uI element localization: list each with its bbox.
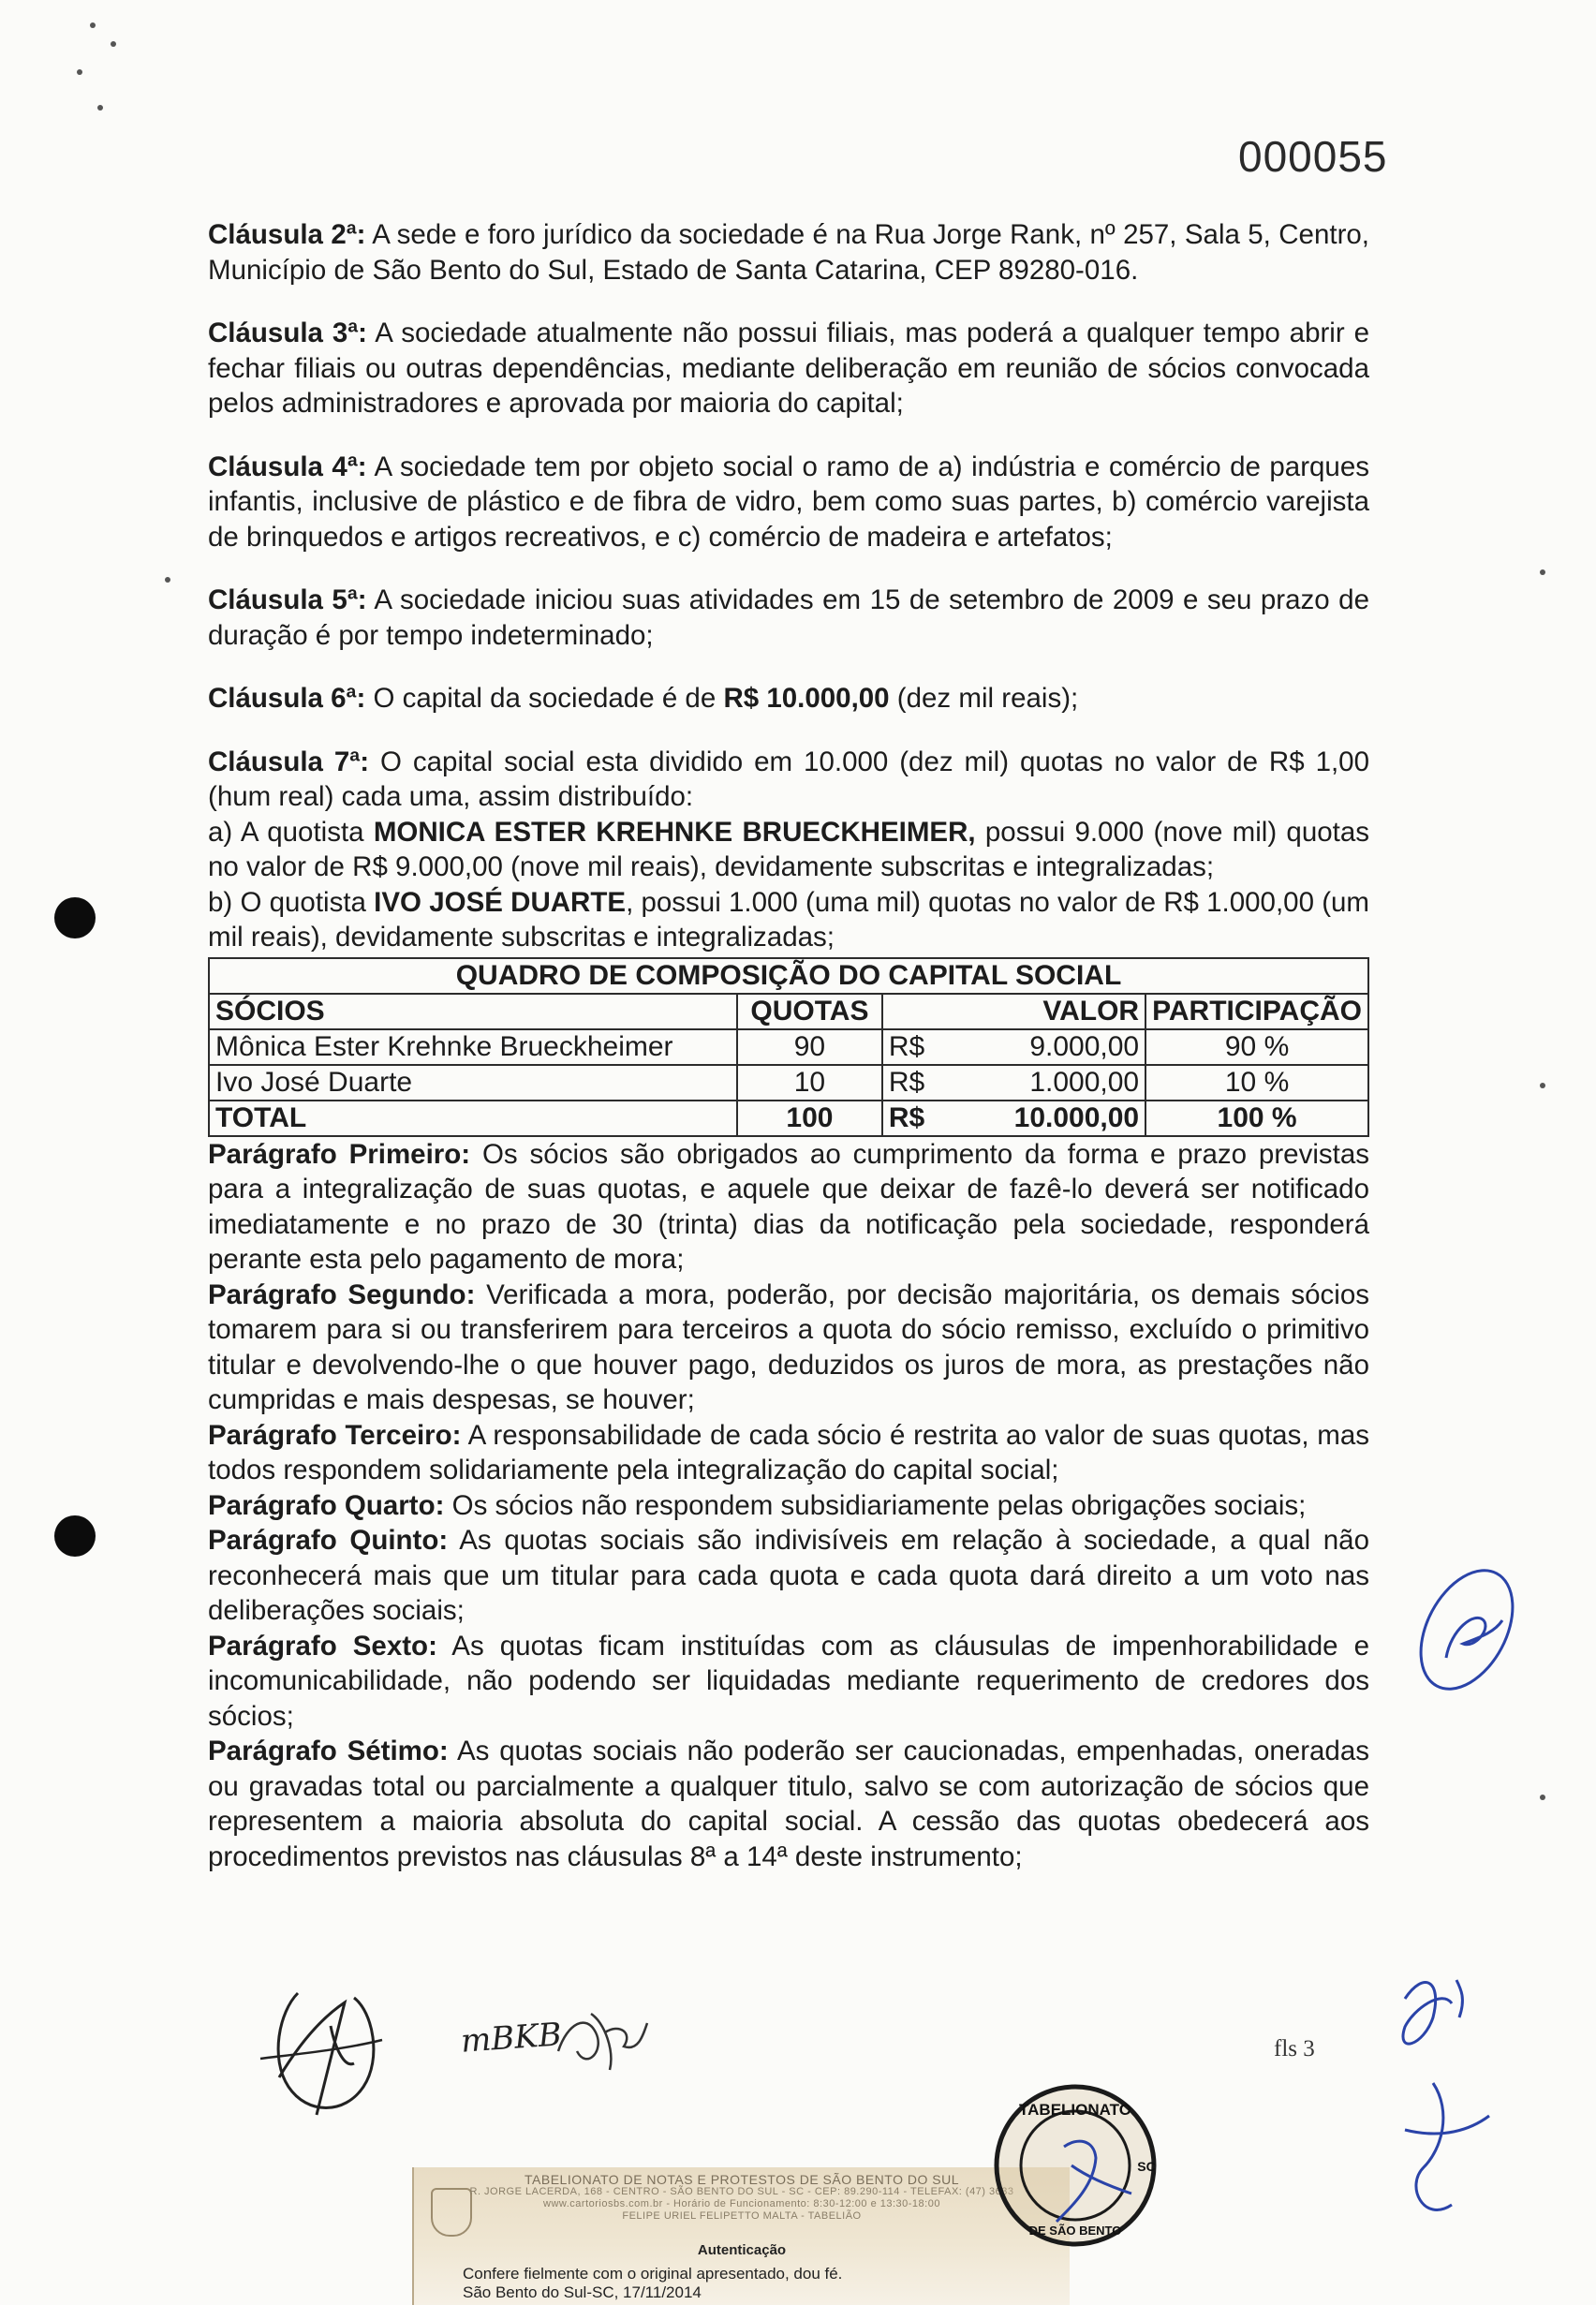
clause-text: A sede e foro jurídico da sociedade é na Rua Jorge Rank, nº 257, Sala 5, Centro, Município de São Bento do Sul, Estado de Santa Catarina, CEP 89280-016. [208, 219, 1369, 286]
quotista-prefix: b) O quotista [208, 886, 375, 918]
cell-currency: R$ [882, 1029, 959, 1065]
clause-label: Cláusula 6ª: [208, 683, 366, 714]
cell-participacao: 10 % [1145, 1065, 1368, 1101]
speck [77, 69, 82, 75]
table-title-row [209, 958, 1368, 994]
cell-valor: 9.000,00 [959, 1029, 1145, 1065]
clause-text: (dez mil reais); [889, 683, 1079, 714]
table-total-row [209, 1101, 1368, 1136]
clause-5 [208, 583, 1369, 653]
contract-body [208, 217, 1369, 1874]
quotista-b [208, 885, 1369, 955]
paragraph-text: Verificada a mora, poderão, por decisão majoritária, os demais sócios tomarem para si ou transferirem para terceiros a quota do sócio remisso, excluído o primitivo titular e devolvendo-lhe o que houver pago, deduzidos os juros de mora, as prestações não cumpridas e mais despesas, se houver; [208, 1278, 1370, 1415]
binder-hole-top [54, 897, 96, 938]
speck [1540, 1083, 1545, 1088]
paragraph-text: As quotas ficam instituídas com as cláusulas de impenhorabilidade e incomunicabilidade, não podendo ser liquidadas mediante requerimento de credores dos sócios; [208, 1630, 1369, 1732]
paragraph-quinto [208, 1523, 1369, 1629]
quotista-text: possui 9.000 (nove mil) quotas no valor de R$ 9.000,00 (nove mil reais), devidamente subscritas e integralizadas; [208, 816, 1370, 882]
paragraph-label: Parágrafo Terceiro: [208, 1419, 462, 1451]
table-header-row [209, 994, 1368, 1029]
clause-2 [208, 217, 1369, 288]
paragraph-segundo [208, 1278, 1369, 1418]
clause-text: O capital social esta dividido em 10.000 (dez mil) quotas no valor de R$ 1,00 (hum real) cada uma, assim distribuído: [208, 746, 1369, 812]
paragraph-text: As quotas sociais não poderão ser caucionadas, empenhadas, oneradas ou gravadas total ou parcialmente a qualquer titulo, salvo se com autorização de sócios que representem a maioria absoluta do capital social. A cessão das quotas obedecerá aos procedimentos previstos nas cláusulas 8ª a 14ª deste instrumento; [208, 1736, 1369, 1872]
authentication-stamp [412, 2167, 1070, 2305]
stamp-office-header [414, 2173, 1070, 2223]
stamp-title: Autenticação [697, 2242, 787, 2258]
blue-rubric-margin [1409, 1555, 1530, 1714]
paragraph-text: A responsabilidade de cada sócio é restrita ao valor de suas quotas, mas todos respondem solidariamente pela integralização do capital social; [208, 1419, 1369, 1485]
table-row [209, 1065, 1368, 1101]
speck [111, 41, 116, 47]
clause-text: A sociedade iniciou suas atividades em 15 de setembro de 2009 e seu prazo de duração é por tempo indeterminado; [208, 584, 1369, 651]
paragraph-terceiro [208, 1418, 1369, 1488]
stamp-place-date: São Bento do Sul-SC, 17/11/2014 [463, 2283, 702, 2301]
paragraph-label: Parágrafo Primeiro: [208, 1138, 471, 1170]
header-quotas: QUOTAS [737, 994, 882, 1029]
capital-amount: R$ 10.000,00 [723, 683, 890, 714]
speck [90, 22, 96, 28]
paragraph-label: Parágrafo Sexto: [208, 1630, 437, 1662]
speck [1540, 569, 1545, 575]
paragraph-setimo [208, 1734, 1369, 1874]
clause-text: A sociedade atualmente não possui filiais, mas poderá a qualquer tempo abrir e fechar filiais ou outras dependências, mediante deliberação em reunião de sócios convocada pelos administradores e aprovada por maioria do capital; [208, 318, 1369, 419]
quotista-name: IVO JOSÉ DUARTE [374, 886, 627, 918]
clause-text: A sociedade tem por objeto social o ramo de a) indústria e comércio de parques infantis, inclusive de plástico e de fibra de vidro, bem como suas partes, b) comércio varejista de brinquedos e artigos recreativos, e c) comércio de madeira e artefatos; [208, 451, 1369, 553]
page-number: 000055 [1238, 132, 1388, 181]
binder-hole-bottom [54, 1515, 96, 1557]
total-label: TOTAL [209, 1101, 737, 1136]
header-valor: VALOR [882, 994, 1145, 1029]
clause-label: Cláusula 3ª: [208, 318, 367, 348]
paragraph-text: Os sócios não respondem subsidiariamente pelas obrigações sociais; [444, 1489, 1307, 1521]
total-participacao: 100 % [1145, 1101, 1368, 1136]
paragraph-label: Parágrafo Sétimo: [208, 1736, 449, 1766]
cell-socio: Ivo José Duarte [209, 1065, 737, 1101]
paragraph-label: Parágrafo Quinto: [208, 1525, 449, 1556]
header-socios: SÓCIOS [209, 994, 737, 1029]
stamp-notary-name: FELIPE URIEL FELIPETTO MALTA - TABELIÃO [622, 2210, 862, 2222]
quotista-a [208, 815, 1369, 885]
paragraph-quarto [208, 1488, 1369, 1524]
total-valor: 10.000,00 [959, 1101, 1145, 1136]
seal-text-top: TABELIONATO [1019, 2101, 1131, 2119]
capital-table [208, 957, 1369, 1137]
paragraph-text: As quotas sociais são indivisíveis em relação à sociedade, a qual não reconhecerá mais que um titular para cada quota e cada quota dará direito a um voto nas deliberações sociais; [208, 1525, 1369, 1626]
clause-label: Cláusula 5ª: [208, 584, 367, 615]
paragraph-sexto [208, 1629, 1369, 1735]
stamp-text: Confere fielmente com o original apresentado, dou fé. [463, 2265, 843, 2283]
cell-valor: 1.000,00 [959, 1065, 1145, 1101]
stamp-office-hours: www.cartoriosbs.com.br - Horário de Funcionamento: 8:30-12:00 e 13:30-18:00 [543, 2198, 940, 2209]
quotista-text: , possui 1.000 (uma mil) quotas no valor de R$ 1.000,00 (um mil reais), devidamente subscritas e integralizadas; [208, 886, 1370, 953]
paragraph-primeiro [208, 1137, 1369, 1278]
blue-signature-bottom-right [1367, 1952, 1527, 2233]
cell-participacao: 90 % [1145, 1029, 1368, 1065]
paragraph-label: Parágrafo Quarto: [208, 1489, 445, 1521]
total-quotas: 100 [737, 1101, 882, 1136]
clause-4 [208, 450, 1369, 555]
cell-quotas: 10 [737, 1065, 882, 1101]
clause-text: O capital da sociedade é de [365, 683, 724, 714]
folio-number: fls 3 [1274, 2036, 1315, 2061]
initials-mbkb: mBKB [459, 2016, 563, 2061]
stamp-office-name: TABELIONATO DE NOTAS E PROTESTOS DE SÃO BENTO DO SUL [525, 2172, 959, 2187]
header-participacao: PARTICIPAÇÃO [1145, 994, 1368, 1029]
notary-seal [991, 2081, 1160, 2250]
paragraph-text: Os sócios são obrigados ao cumprimento da forma e prazo previstas para a integralização de suas quotas, e aquele que deixar de fazê-lo deverá ser notificado imediatamente e no prazo de 30 (trinta) dias da notificação pela sociedade, responderá perante esta pelo pagamento de mora; [208, 1138, 1369, 1275]
paragraph-label: Parágrafo Segundo: [208, 1278, 476, 1310]
cell-quotas: 90 [737, 1029, 882, 1065]
seal-text-bottom: DE SÃO BENTO [1028, 2224, 1122, 2238]
cell-currency: R$ [882, 1065, 959, 1101]
clause-label: Cláusula 7ª: [208, 746, 370, 777]
table-row [209, 1029, 1368, 1065]
quotista-name: MONICA ESTER KREHNKE BRUECKHEIMER, [373, 816, 976, 848]
total-currency: R$ [882, 1101, 959, 1136]
initials-right [549, 1995, 652, 2079]
speck [97, 105, 103, 111]
speck [1540, 1795, 1545, 1800]
clause-label: Cláusula 2ª: [208, 219, 366, 250]
cell-socio: Mônica Ester Krehnke Brueckheimer [209, 1029, 737, 1065]
speck [165, 577, 170, 583]
table-title: QUADRO DE COMPOSIÇÃO DO CAPITAL SOCIAL [209, 958, 1368, 994]
signature-main [242, 1974, 410, 2143]
seal-text-side: SC [1137, 2159, 1156, 2174]
clause-6 [208, 681, 1369, 717]
stamp-office-address: R. JORGE LACERDA, 168 - CENTRO - SÃO BENTO DO SUL - SC - CEP: 89.290-114 - TELEFAX: (47) 3633 [469, 2186, 1014, 2197]
clause-7 [208, 745, 1369, 815]
clause-3 [208, 316, 1369, 421]
quotista-prefix: a) A quotista [208, 816, 374, 848]
clause-label: Cláusula 4ª: [208, 451, 367, 482]
